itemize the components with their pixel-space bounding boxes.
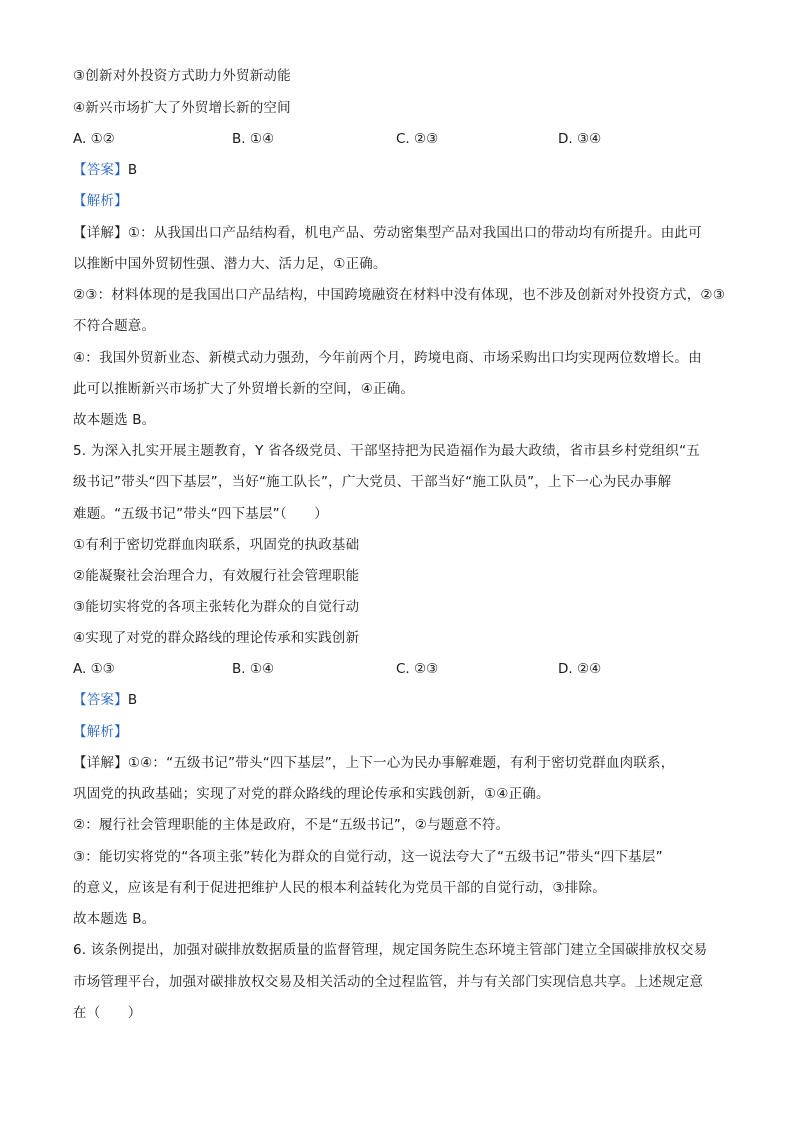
- q4-detail-line-1: [73, 223, 723, 243]
- answer-value: B: [127, 692, 138, 708]
- detail-text: ①：从我国出口产品结构看，机电产品、劳动密集型产品对我国出口的带动均有所提升。由此可: [127, 225, 702, 241]
- q6-stem-line-1: 6. 该条例提出，加强对碳排放数据质量的监督管理，规定国务院生态环境主管部门建立全国碳排放权交易: [73, 942, 708, 958]
- detail-tag: 【详解】: [73, 755, 128, 771]
- answer-tag: 【答案】: [73, 162, 128, 178]
- answer-tag: 【答案】: [73, 692, 128, 708]
- q5-option-c: C. ②③: [396, 661, 439, 677]
- q5-detail-line-1: [73, 753, 723, 773]
- detail-tag: 【详解】: [73, 225, 128, 241]
- q5-option-a: A. ①③: [73, 661, 115, 677]
- q4-option-b: B. ①④: [232, 131, 275, 147]
- q5-choice-item-4: ④实现了对党的群众路线的理论传承和实践创新: [73, 630, 360, 646]
- q4-conclusion: 故本题选 B。: [73, 412, 156, 428]
- q4-detail-line-6: 此可以推断新兴市场扩大了外贸增长新的空间，④正确。: [73, 381, 415, 397]
- q4-choice-item-3: ③创新对外投资方式助力外贸新动能: [73, 68, 291, 84]
- q5-stem-line-1: 5. 为深入扎实开展主题教育，Y 省各级党员、干部坚持把为民造福作为最大政绩，省市县乡村党组织“五: [73, 443, 701, 459]
- q4-option-a: A. ①②: [73, 131, 115, 147]
- detail-text: ①④：“五级书记”带头“四下基层”，上下一心为民办事解难题，有利于密切党群血肉联系，: [127, 755, 675, 771]
- q5-detail-line-4: ③：能切实将党的“各项主张”转化为群众的自觉行动，这一说法夸大了“五级书记”带头“四下基层”: [73, 849, 663, 865]
- q4-detail-line-5: ④：我国外贸新业态、新模式动力强劲，今年前两个月，跨境电商、市场采购出口均实现两位数增长。由: [73, 350, 702, 366]
- q4-detail-line-2: 以推断中国外贸韧性强、潜力大、活力足，①正确。: [73, 256, 387, 272]
- q5-option-b: B. ①④: [232, 661, 275, 677]
- q4-option-d: D. ③④: [558, 131, 602, 147]
- q5-analysis-tag: 【解析】: [73, 724, 128, 740]
- q4-analysis-tag: 【解析】: [73, 193, 128, 209]
- q5-detail-line-2: 巩固党的执政基础；实现了对党的群众路线的理论传承和实践创新，①④正确。: [73, 786, 550, 802]
- q4-detail-line-3: ②③：材料体现的是我国出口产品结构，中国跨境融资在材料中没有体现，也不涉及创新对外投资方式，②③: [73, 287, 726, 303]
- q5-choice-item-1: ①有利于密切党群血肉联系，巩固党的执政基础: [73, 537, 360, 553]
- q5-choice-item-2: ②能凝聚社会治理合力，有效履行社会管理职能: [73, 568, 360, 584]
- q6-stem-line-3: 在（ ）: [73, 1005, 142, 1021]
- q5-option-d: D. ②④: [558, 661, 602, 677]
- q5-detail-line-3: ②：履行社会管理职能的主体是政府，不是“五级书记”，②与题意不符。: [73, 817, 510, 833]
- q5-detail-line-5: 的意义，应该是有利于促进把维护人民的根本利益转化为党员干部的自觉行动，③排除。: [73, 880, 606, 896]
- q5-choice-item-3: ③能切实将党的各项主张转化为群众的自觉行动: [73, 599, 360, 615]
- q4-option-c: C. ②③: [396, 131, 439, 147]
- q4-choice-item-4: ④新兴市场扩大了外贸增长新的空间: [73, 100, 291, 116]
- q5-conclusion: 故本题选 B。: [73, 911, 156, 927]
- answer-value: B: [127, 162, 138, 178]
- q6-stem-line-2: 市场管理平台，加强对碳排放权交易及相关活动的全过程监管，并与有关部门实现信息共享。上述规定意: [73, 974, 704, 990]
- q5-stem-line-2: 级书记”带头“四下基层”，当好“施工队长”，广大党员、干部当好“施工队员”，上下一心为民办事解: [73, 474, 672, 490]
- q5-answer: [73, 690, 723, 710]
- q4-answer: [73, 160, 723, 180]
- q5-stem-line-3: 难题。“五级书记”带头“四下基层”（ ）: [73, 506, 328, 522]
- q4-detail-line-4: 不符合题意。: [73, 318, 156, 334]
